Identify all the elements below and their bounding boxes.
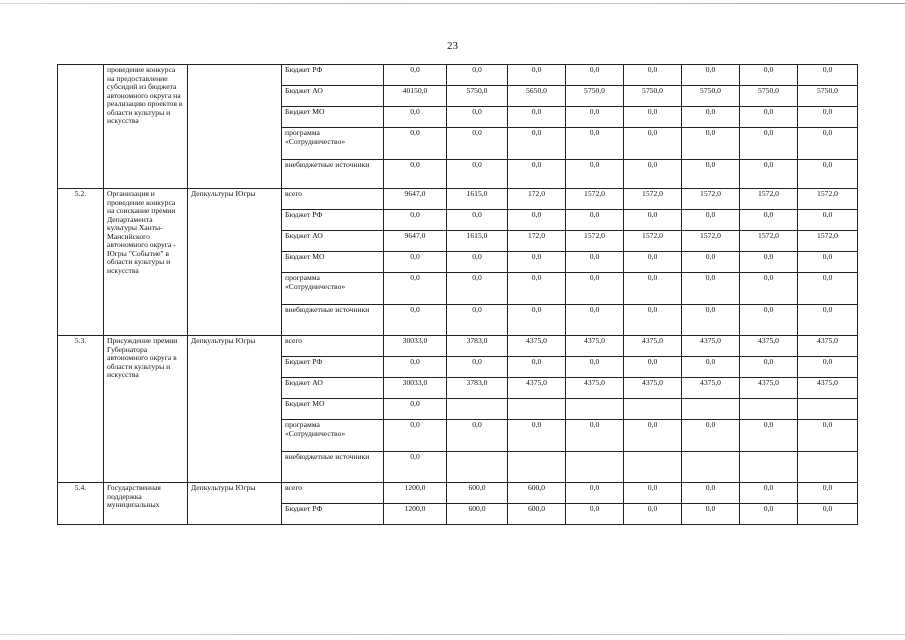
amount-cell: 0,0 [566, 357, 624, 378]
row-number: 5.3. [58, 336, 104, 483]
amount-cell: 0,0 [682, 420, 740, 452]
amount-cell: 0,0 [624, 483, 682, 504]
budget-table [57, 64, 858, 525]
amount-cell: 0,0 [682, 160, 740, 189]
amount-cell: 0,0 [798, 252, 858, 273]
funding-source: программа «Сотрудничество» [282, 273, 384, 305]
funding-source: Бюджет РФ [282, 357, 384, 378]
amount-cell [447, 452, 508, 483]
amount-cell [740, 452, 798, 483]
amount-cell: 600,0 [508, 504, 566, 525]
funding-source: Бюджет РФ [282, 504, 384, 525]
amount-cell: 0,0 [624, 420, 682, 452]
amount-cell: 0,0 [447, 273, 508, 305]
amount-cell: 0,0 [384, 128, 447, 160]
executor: Депкультуры Югры [188, 483, 282, 525]
amount-cell: 0,0 [740, 65, 798, 86]
funding-source: всего [282, 189, 384, 210]
amount-cell: 0,0 [798, 210, 858, 231]
amount-cell: 0,0 [566, 273, 624, 305]
amount-cell: 5650,0 [508, 86, 566, 107]
amount-cell: 40150,0 [384, 86, 447, 107]
amount-cell: 0,0 [447, 65, 508, 86]
measure-name: проведение конкурса на предоставление субсидий из бюджета автономного округа на реализацию проектов в области культуры и искусства [104, 65, 188, 189]
amount-cell: 0,0 [624, 305, 682, 336]
funding-source: внебюджетные источники [282, 452, 384, 483]
amount-cell: 0,0 [740, 420, 798, 452]
amount-cell: 1572,0 [682, 189, 740, 210]
page-number: 23 [447, 40, 458, 52]
amount-cell: 0,0 [447, 210, 508, 231]
amount-cell: 0,0 [682, 128, 740, 160]
executor: Депкультуры Югры [188, 189, 282, 336]
amount-cell: 0,0 [508, 107, 566, 128]
amount-cell: 0,0 [740, 210, 798, 231]
table-body [58, 65, 858, 525]
amount-cell: 4375,0 [798, 336, 858, 357]
amount-cell: 0,0 [798, 305, 858, 336]
amount-cell: 0,0 [508, 252, 566, 273]
funding-source: всего [282, 336, 384, 357]
amount-cell: 4375,0 [566, 336, 624, 357]
amount-cell: 0,0 [682, 273, 740, 305]
row-number: 5.2. [58, 189, 104, 336]
amount-cell: 0,0 [798, 107, 858, 128]
amount-cell: 600,0 [508, 483, 566, 504]
amount-cell: 1572,0 [740, 231, 798, 252]
amount-cell: 0,0 [566, 128, 624, 160]
amount-cell: 1200,0 [384, 483, 447, 504]
amount-cell [682, 452, 740, 483]
amount-cell: 0,0 [740, 252, 798, 273]
table-row [58, 483, 858, 504]
table-row [58, 336, 858, 357]
amount-cell: 0,0 [682, 107, 740, 128]
amount-cell: 0,0 [740, 128, 798, 160]
amount-cell: 4375,0 [508, 336, 566, 357]
amount-cell: 0,0 [740, 504, 798, 525]
funding-source: Бюджет МО [282, 399, 384, 420]
amount-cell: 0,0 [566, 65, 624, 86]
amount-cell: 1572,0 [624, 189, 682, 210]
amount-cell: 0,0 [624, 273, 682, 305]
amount-cell: 0,0 [447, 252, 508, 273]
amount-cell: 0,0 [566, 483, 624, 504]
amount-cell: 0,0 [682, 504, 740, 525]
amount-cell: 1200,0 [384, 504, 447, 525]
amount-cell: 1572,0 [740, 189, 798, 210]
amount-cell: 0,0 [508, 357, 566, 378]
amount-cell: 1572,0 [624, 231, 682, 252]
amount-cell: 0,0 [624, 128, 682, 160]
amount-cell: 4375,0 [682, 378, 740, 399]
amount-cell: 30033,0 [384, 378, 447, 399]
funding-source: внебюджетные источники [282, 160, 384, 189]
amount-cell: 30033,0 [384, 336, 447, 357]
amount-cell: 0,0 [384, 273, 447, 305]
measure-name: Организация и проведение конкурса на соискание премии Департамента культуры Ханты-Мансийского автономного округа - Югры "Событие" в области культуры и искусства [104, 189, 188, 336]
amount-cell [624, 399, 682, 420]
amount-cell: 5750,0 [798, 86, 858, 107]
amount-cell: 0,0 [740, 273, 798, 305]
amount-cell: 1572,0 [682, 231, 740, 252]
amount-cell: 0,0 [798, 65, 858, 86]
funding-source: программа «Сотрудничество» [282, 420, 384, 452]
scan-edge-bottom [0, 634, 905, 635]
funding-source: Бюджет АО [282, 378, 384, 399]
amount-cell [447, 399, 508, 420]
amount-cell: 0,0 [740, 107, 798, 128]
amount-cell: 1572,0 [566, 231, 624, 252]
amount-cell: 0,0 [384, 160, 447, 189]
amount-cell: 3783,0 [447, 336, 508, 357]
amount-cell: 0,0 [624, 160, 682, 189]
amount-cell: 5750,0 [740, 86, 798, 107]
amount-cell [508, 452, 566, 483]
amount-cell: 0,0 [384, 305, 447, 336]
amount-cell: 0,0 [624, 107, 682, 128]
amount-cell: 0,0 [682, 252, 740, 273]
amount-cell: 0,0 [624, 65, 682, 86]
amount-cell: 5750,0 [682, 86, 740, 107]
measure-name: Присуждение премии Губернатора автономного округа в области культуры и искусства [104, 336, 188, 483]
funding-source: программа «Сотрудничество» [282, 128, 384, 160]
amount-cell: 1615,0 [447, 231, 508, 252]
amount-cell: 0,0 [508, 128, 566, 160]
amount-cell: 0,0 [566, 160, 624, 189]
amount-cell: 0,0 [740, 305, 798, 336]
amount-cell: 0,0 [508, 160, 566, 189]
amount-cell: 0,0 [566, 504, 624, 525]
amount-cell: 0,0 [508, 305, 566, 336]
amount-cell: 3783,0 [447, 378, 508, 399]
funding-source: Бюджет АО [282, 231, 384, 252]
amount-cell: 0,0 [384, 357, 447, 378]
amount-cell: 0,0 [384, 420, 447, 452]
amount-cell: 1615,0 [447, 189, 508, 210]
amount-cell: 0,0 [384, 210, 447, 231]
amount-cell: 5750,0 [566, 86, 624, 107]
amount-cell: 4375,0 [740, 378, 798, 399]
table-row [58, 189, 858, 210]
amount-cell: 0,0 [798, 357, 858, 378]
amount-cell: 0,0 [798, 420, 858, 452]
amount-cell: 0,0 [508, 273, 566, 305]
amount-cell: 4375,0 [682, 336, 740, 357]
row-number: 5.4. [58, 483, 104, 525]
amount-cell: 0,0 [682, 357, 740, 378]
funding-source: Бюджет МО [282, 107, 384, 128]
amount-cell: 600,0 [447, 483, 508, 504]
amount-cell: 0,0 [682, 305, 740, 336]
scan-edge-top [0, 3, 905, 4]
table-row [58, 65, 858, 86]
amount-cell: 0,0 [447, 420, 508, 452]
amount-cell: 0,0 [384, 65, 447, 86]
funding-source: всего [282, 483, 384, 504]
amount-cell: 0,0 [384, 252, 447, 273]
amount-cell [624, 452, 682, 483]
amount-cell: 0,0 [384, 452, 447, 483]
amount-cell: 0,0 [798, 128, 858, 160]
amount-cell [566, 399, 624, 420]
amount-cell: 0,0 [798, 504, 858, 525]
executor: Депкультуры Югры [188, 336, 282, 483]
amount-cell: 5750,0 [447, 86, 508, 107]
amount-cell: 4375,0 [798, 378, 858, 399]
amount-cell: 0,0 [384, 399, 447, 420]
amount-cell: 0,0 [682, 483, 740, 504]
amount-cell: 0,0 [624, 210, 682, 231]
amount-cell: 9647,0 [384, 231, 447, 252]
amount-cell: 5750,0 [624, 86, 682, 107]
row-number [58, 65, 104, 189]
amount-cell: 0,0 [508, 65, 566, 86]
amount-cell: 0,0 [384, 107, 447, 128]
amount-cell: 0,0 [447, 160, 508, 189]
amount-cell: 1572,0 [566, 189, 624, 210]
amount-cell: 0,0 [624, 357, 682, 378]
amount-cell [798, 399, 858, 420]
amount-cell [798, 452, 858, 483]
amount-cell: 172,0 [508, 231, 566, 252]
amount-cell [508, 399, 566, 420]
funding-source: внебюджетные источники [282, 305, 384, 336]
amount-cell: 4375,0 [566, 378, 624, 399]
funding-source: Бюджет МО [282, 252, 384, 273]
amount-cell: 172,0 [508, 189, 566, 210]
funding-source: Бюджет РФ [282, 65, 384, 86]
amount-cell: 0,0 [447, 305, 508, 336]
amount-cell: 600,0 [447, 504, 508, 525]
measure-name: Государственная поддержка муниципальных [104, 483, 188, 525]
amount-cell: 0,0 [740, 160, 798, 189]
amount-cell: 0,0 [566, 210, 624, 231]
amount-cell: 0,0 [566, 305, 624, 336]
amount-cell: 0,0 [447, 128, 508, 160]
amount-cell: 1572,0 [798, 189, 858, 210]
amount-cell: 4375,0 [624, 378, 682, 399]
amount-cell: 0,0 [798, 160, 858, 189]
amount-cell: 1572,0 [798, 231, 858, 252]
executor [188, 65, 282, 189]
amount-cell: 0,0 [566, 107, 624, 128]
amount-cell: 0,0 [740, 483, 798, 504]
amount-cell: 4375,0 [624, 336, 682, 357]
amount-cell [566, 452, 624, 483]
amount-cell: 0,0 [798, 273, 858, 305]
amount-cell [682, 399, 740, 420]
amount-cell: 0,0 [566, 420, 624, 452]
funding-source: Бюджет РФ [282, 210, 384, 231]
amount-cell: 0,0 [447, 107, 508, 128]
amount-cell: 0,0 [740, 357, 798, 378]
amount-cell: 9647,0 [384, 189, 447, 210]
funding-source: Бюджет АО [282, 86, 384, 107]
amount-cell: 4375,0 [740, 336, 798, 357]
amount-cell: 0,0 [508, 420, 566, 452]
amount-cell: 0,0 [682, 65, 740, 86]
amount-cell: 0,0 [682, 210, 740, 231]
amount-cell: 0,0 [624, 504, 682, 525]
amount-cell [740, 399, 798, 420]
amount-cell: 0,0 [447, 357, 508, 378]
amount-cell: 0,0 [566, 252, 624, 273]
amount-cell: 4375,0 [508, 378, 566, 399]
amount-cell: 0,0 [624, 252, 682, 273]
amount-cell: 0,0 [798, 483, 858, 504]
amount-cell: 0,0 [508, 210, 566, 231]
